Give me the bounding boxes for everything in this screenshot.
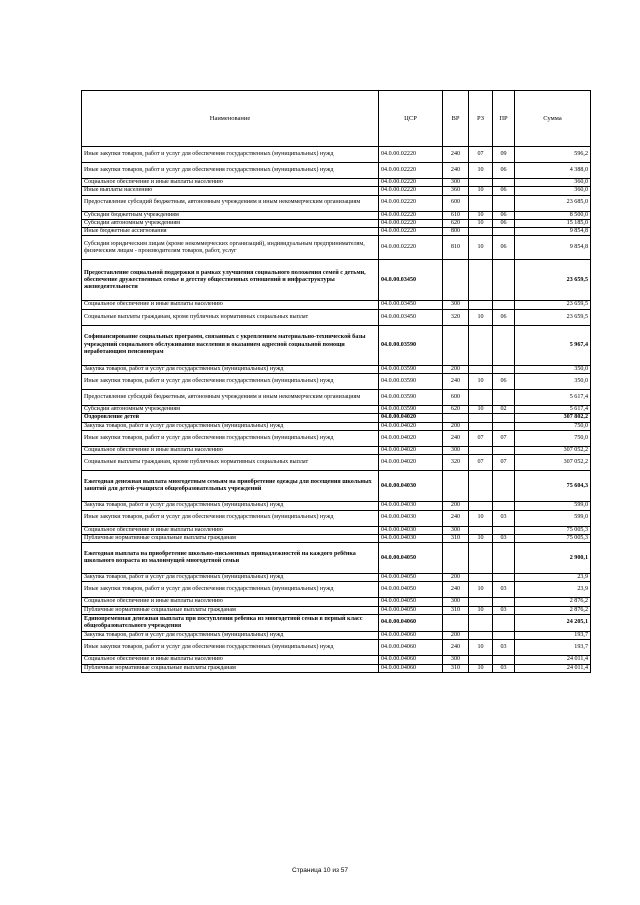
table-row bbox=[82, 664, 591, 672]
row-sum-cell: 360,0 bbox=[515, 187, 591, 195]
row-name-cell: Софинансирование социальных программ, связанных с укреплением материально-технической базы учреждений социального обслуживания населения и оказанием адресной социальной помощи неработающим пенсионерам bbox=[82, 325, 379, 365]
row-name-cell: Публичные нормативные социальные выплаты гражданам bbox=[82, 606, 379, 614]
table-row bbox=[82, 510, 591, 526]
row-csr-cell: 04.0.00.02220 bbox=[379, 228, 443, 236]
row-sum-cell: 23 659,5 bbox=[515, 260, 591, 301]
row-name-cell: Иные закупки товаров, работ и услуг для обеспечения государственных (муниципальных) нужд bbox=[82, 374, 379, 390]
row-sum-cell: 193,7 bbox=[515, 640, 591, 656]
row-vr-cell bbox=[443, 543, 469, 574]
row-sum-cell: 750,0 bbox=[515, 422, 591, 430]
row-name-cell: Предоставление субсидий бюджетным, автономным учреждениям и иным некоммерческим организациям bbox=[82, 195, 379, 211]
table-row bbox=[82, 406, 591, 414]
row-name-cell: Иные закупки товаров, работ и услуг для обеспечения государственных (муниципальных) нужд bbox=[82, 510, 379, 526]
row-sum-cell: 75 005,3 bbox=[515, 526, 591, 534]
row-rz-cell: 10 bbox=[469, 510, 493, 526]
row-vr-cell: 300 bbox=[443, 301, 469, 309]
row-pr-cell: 03 bbox=[493, 640, 515, 656]
row-sum-cell: 599,0 bbox=[515, 510, 591, 526]
row-pr-cell: 06 bbox=[493, 211, 515, 219]
row-csr-cell: 04.0.00.04050 bbox=[379, 543, 443, 574]
table-row bbox=[82, 309, 591, 325]
row-rz-cell: 10 bbox=[469, 534, 493, 542]
row-vr-cell: 600 bbox=[443, 390, 469, 406]
row-sum-cell: 75 604,3 bbox=[515, 471, 591, 502]
row-name-cell: Публичные нормативные социальные выплаты гражданам bbox=[82, 664, 379, 672]
table-row bbox=[82, 228, 591, 236]
row-rz-cell bbox=[469, 446, 493, 454]
row-pr-cell: 06 bbox=[493, 374, 515, 390]
row-rz-cell: 10 bbox=[469, 374, 493, 390]
table-row bbox=[82, 414, 591, 422]
row-rz-cell bbox=[469, 179, 493, 187]
header-rz: РЗ bbox=[469, 91, 493, 147]
header-sum: Сумма bbox=[515, 91, 591, 147]
row-pr-cell: 06 bbox=[493, 219, 515, 227]
row-csr-cell: 04.0.00.04020 bbox=[379, 446, 443, 454]
row-sum-cell: 750,0 bbox=[515, 430, 591, 446]
row-pr-cell bbox=[493, 502, 515, 510]
row-pr-cell: 07 bbox=[493, 455, 515, 471]
table-header-row bbox=[82, 91, 591, 147]
row-csr-cell: 04.0.00.04020 bbox=[379, 414, 443, 422]
row-name-cell: Единовременная денежная выплата при поступлении ребенка из многодетной семьи в первый класс общеобразовательного учреждения bbox=[82, 615, 379, 632]
row-rz-cell: 10 bbox=[469, 163, 493, 179]
table-row bbox=[82, 640, 591, 656]
header-name: Наименование bbox=[82, 91, 379, 147]
row-sum-cell: 24 011,4 bbox=[515, 656, 591, 664]
row-csr-cell: 04.0.00.04020 bbox=[379, 422, 443, 430]
row-csr-cell: 04.0.00.04050 bbox=[379, 598, 443, 606]
row-rz-cell bbox=[469, 195, 493, 211]
row-rz-cell bbox=[469, 656, 493, 664]
row-sum-cell: 596,2 bbox=[515, 147, 591, 163]
row-rz-cell bbox=[469, 325, 493, 365]
row-name-cell: Иные закупки товаров, работ и услуг для обеспечения государственных (муниципальных) нужд bbox=[82, 163, 379, 179]
row-name-cell: Социальное обеспечение и иные выплаты населению bbox=[82, 526, 379, 534]
row-vr-cell: 360 bbox=[443, 187, 469, 195]
row-pr-cell: 06 bbox=[493, 163, 515, 179]
row-pr-cell bbox=[493, 471, 515, 502]
table-row bbox=[82, 606, 591, 614]
row-sum-cell: 5 617,4 bbox=[515, 390, 591, 406]
row-sum-cell: 307 052,2 bbox=[515, 455, 591, 471]
row-csr-cell: 04.0.00.04060 bbox=[379, 615, 443, 632]
row-pr-cell bbox=[493, 301, 515, 309]
row-vr-cell: 240 bbox=[443, 163, 469, 179]
header-csr: ЦСР bbox=[379, 91, 443, 147]
row-sum-cell: 24 011,4 bbox=[515, 664, 591, 672]
table-row bbox=[82, 502, 591, 510]
row-vr-cell: 300 bbox=[443, 446, 469, 454]
row-name-cell: Предоставление социальной поддержки в рамках улучшения социального положения семей с детьми, обеспечение дружественных семье и детству общественных отношений и инфраструктуры жизнедеятельности bbox=[82, 260, 379, 301]
row-sum-cell: 23,9 bbox=[515, 582, 591, 598]
row-sum-cell: 307 052,2 bbox=[515, 446, 591, 454]
row-name-cell: Социальное обеспечение и иные выплаты населению bbox=[82, 656, 379, 664]
row-csr-cell: 04.0.00.04050 bbox=[379, 582, 443, 598]
row-csr-cell: 04.0.00.04030 bbox=[379, 526, 443, 534]
table-row bbox=[82, 179, 591, 187]
row-csr-cell: 04.0.00.04050 bbox=[379, 606, 443, 614]
row-name-cell: Социальное обеспечение и иные выплаты населению bbox=[82, 301, 379, 309]
row-vr-cell: 240 bbox=[443, 430, 469, 446]
row-pr-cell bbox=[493, 325, 515, 365]
row-sum-cell: 8 500,0 bbox=[515, 211, 591, 219]
row-vr-cell: 300 bbox=[443, 656, 469, 664]
page-number: Страница 10 из 57 bbox=[292, 867, 348, 874]
row-vr-cell: 600 bbox=[443, 195, 469, 211]
row-vr-cell: 200 bbox=[443, 365, 469, 373]
row-pr-cell bbox=[493, 598, 515, 606]
row-sum-cell: 9 854,8 bbox=[515, 228, 591, 236]
row-rz-cell: 10 bbox=[469, 606, 493, 614]
row-pr-cell: 03 bbox=[493, 582, 515, 598]
row-name-cell: Закупка товаров, работ и услуг для государственных (муниципальных) нужд bbox=[82, 574, 379, 582]
table-row bbox=[82, 430, 591, 446]
row-name-cell: Субсидии автономным учреждениям bbox=[82, 406, 379, 414]
row-sum-cell: 23 659,5 bbox=[515, 301, 591, 309]
row-csr-cell: 04.0.00.03590 bbox=[379, 406, 443, 414]
row-vr-cell: 240 bbox=[443, 147, 469, 163]
row-name-cell: Публичные нормативные социальные выплаты гражданам bbox=[82, 534, 379, 542]
row-rz-cell bbox=[469, 598, 493, 606]
table-row bbox=[82, 543, 591, 574]
row-csr-cell: 04.0.00.04020 bbox=[379, 455, 443, 471]
table-row bbox=[82, 534, 591, 542]
row-pr-cell bbox=[493, 574, 515, 582]
row-vr-cell: 300 bbox=[443, 598, 469, 606]
row-rz-cell bbox=[469, 422, 493, 430]
table-row bbox=[82, 325, 591, 365]
row-sum-cell: 24 205,1 bbox=[515, 615, 591, 632]
row-vr-cell: 200 bbox=[443, 574, 469, 582]
row-name-cell: Иные закупки товаров, работ и услуг для обеспечения государственных (муниципальных) нужд bbox=[82, 640, 379, 656]
header-pr: ПР bbox=[493, 91, 515, 147]
row-csr-cell: 04.0.00.04060 bbox=[379, 632, 443, 640]
row-csr-cell: 04.0.00.02220 bbox=[379, 163, 443, 179]
row-sum-cell: 2 900,1 bbox=[515, 543, 591, 574]
row-csr-cell: 04.0.00.03590 bbox=[379, 365, 443, 373]
table-row bbox=[82, 163, 591, 179]
table-row bbox=[82, 471, 591, 502]
table-row bbox=[82, 195, 591, 211]
row-pr-cell bbox=[493, 228, 515, 236]
row-vr-cell: 200 bbox=[443, 422, 469, 430]
row-name-cell: Иные закупки товаров, работ и услуг для обеспечения государственных (муниципальных) нужд bbox=[82, 582, 379, 598]
row-pr-cell bbox=[493, 179, 515, 187]
row-pr-cell bbox=[493, 656, 515, 664]
row-vr-cell: 240 bbox=[443, 374, 469, 390]
row-csr-cell: 04.0.00.02220 bbox=[379, 236, 443, 260]
row-vr-cell bbox=[443, 471, 469, 502]
row-pr-cell bbox=[493, 365, 515, 373]
table-row bbox=[82, 582, 591, 598]
row-name-cell: Социальное обеспечение и иные выплаты населению bbox=[82, 446, 379, 454]
row-rz-cell bbox=[469, 526, 493, 534]
row-rz-cell: 10 bbox=[469, 236, 493, 260]
row-pr-cell: 09 bbox=[493, 147, 515, 163]
row-rz-cell: 10 bbox=[469, 406, 493, 414]
table-row bbox=[82, 615, 591, 632]
row-csr-cell: 04.0.00.02220 bbox=[379, 195, 443, 211]
row-sum-cell: 23 659,5 bbox=[515, 309, 591, 325]
table-row bbox=[82, 656, 591, 664]
row-vr-cell: 200 bbox=[443, 632, 469, 640]
table-row bbox=[82, 260, 591, 301]
row-sum-cell: 599,0 bbox=[515, 502, 591, 510]
row-rz-cell: 07 bbox=[469, 455, 493, 471]
row-sum-cell: 23 685,0 bbox=[515, 195, 591, 211]
row-name-cell: Субсидии бюджетным учреждениям bbox=[82, 211, 379, 219]
row-csr-cell: 04.0.00.02220 bbox=[379, 219, 443, 227]
row-vr-cell: 620 bbox=[443, 219, 469, 227]
row-vr-cell: 800 bbox=[443, 228, 469, 236]
row-name-cell: Социальное обеспечение и иные выплаты населению bbox=[82, 598, 379, 606]
row-vr-cell bbox=[443, 615, 469, 632]
row-sum-cell: 193,7 bbox=[515, 632, 591, 640]
row-pr-cell: 06 bbox=[493, 236, 515, 260]
row-csr-cell: 04.0.00.02220 bbox=[379, 179, 443, 187]
row-csr-cell: 04.0.00.04020 bbox=[379, 430, 443, 446]
row-rz-cell bbox=[469, 260, 493, 301]
row-pr-cell: 03 bbox=[493, 606, 515, 614]
row-csr-cell: 04.0.00.03590 bbox=[379, 374, 443, 390]
row-rz-cell: 10 bbox=[469, 582, 493, 598]
row-sum-cell: 23,9 bbox=[515, 574, 591, 582]
row-rz-cell bbox=[469, 365, 493, 373]
row-pr-cell: 06 bbox=[493, 187, 515, 195]
row-rz-cell: 10 bbox=[469, 640, 493, 656]
row-name-cell: Закупка товаров, работ и услуг для государственных (муниципальных) нужд bbox=[82, 632, 379, 640]
row-pr-cell bbox=[493, 526, 515, 534]
row-csr-cell: 04.0.00.04030 bbox=[379, 510, 443, 526]
row-name-cell: Иные закупки товаров, работ и услуг для обеспечения государственных (муниципальных) нужд bbox=[82, 147, 379, 163]
row-pr-cell: 02 bbox=[493, 406, 515, 414]
table-row bbox=[82, 236, 591, 260]
row-sum-cell: 350,0 bbox=[515, 365, 591, 373]
row-pr-cell bbox=[493, 632, 515, 640]
row-csr-cell: 04.0.00.03450 bbox=[379, 301, 443, 309]
row-vr-cell: 240 bbox=[443, 510, 469, 526]
row-rz-cell bbox=[469, 471, 493, 502]
row-csr-cell: 04.0.00.04060 bbox=[379, 640, 443, 656]
row-vr-cell: 300 bbox=[443, 179, 469, 187]
row-sum-cell: 5 617,4 bbox=[515, 406, 591, 414]
row-csr-cell: 04.0.00.04030 bbox=[379, 471, 443, 502]
row-csr-cell: 04.0.00.04030 bbox=[379, 534, 443, 542]
table-row bbox=[82, 390, 591, 406]
row-name-cell: Закупка товаров, работ и услуг для государственных (муниципальных) нужд bbox=[82, 502, 379, 510]
row-rz-cell bbox=[469, 615, 493, 632]
row-sum-cell: 5 967,4 bbox=[515, 325, 591, 365]
row-rz-cell bbox=[469, 390, 493, 406]
row-rz-cell bbox=[469, 543, 493, 574]
table-row bbox=[82, 598, 591, 606]
table-row bbox=[82, 574, 591, 582]
row-sum-cell: 350,0 bbox=[515, 374, 591, 390]
row-pr-cell: 03 bbox=[493, 664, 515, 672]
row-name-cell: Предоставление субсидий бюджетным, автономным учреждениям и иным некоммерческим организациям bbox=[82, 390, 379, 406]
row-sum-cell: 9 854,8 bbox=[515, 236, 591, 260]
row-rz-cell bbox=[469, 632, 493, 640]
row-csr-cell: 04.0.00.02220 bbox=[379, 147, 443, 163]
row-csr-cell: 04.0.00.04030 bbox=[379, 502, 443, 510]
row-vr-cell: 610 bbox=[443, 211, 469, 219]
row-sum-cell: 2 876,2 bbox=[515, 606, 591, 614]
row-pr-cell bbox=[493, 260, 515, 301]
row-sum-cell: 4 388,0 bbox=[515, 163, 591, 179]
row-rz-cell: 10 bbox=[469, 309, 493, 325]
row-vr-cell: 310 bbox=[443, 606, 469, 614]
row-csr-cell: 04.0.00.02220 bbox=[379, 187, 443, 195]
row-pr-cell: 03 bbox=[493, 510, 515, 526]
table-row bbox=[82, 374, 591, 390]
row-csr-cell: 04.0.00.03590 bbox=[379, 325, 443, 365]
row-pr-cell bbox=[493, 446, 515, 454]
table-row bbox=[82, 187, 591, 195]
row-csr-cell: 04.0.00.04060 bbox=[379, 656, 443, 664]
row-pr-cell bbox=[493, 390, 515, 406]
row-vr-cell: 240 bbox=[443, 582, 469, 598]
row-rz-cell bbox=[469, 574, 493, 582]
row-rz-cell bbox=[469, 414, 493, 422]
row-rz-cell: 07 bbox=[469, 430, 493, 446]
row-rz-cell: 10 bbox=[469, 219, 493, 227]
row-name-cell: Закупка товаров, работ и услуг для государственных (муниципальных) нужд bbox=[82, 365, 379, 373]
row-csr-cell: 04.0.00.03590 bbox=[379, 390, 443, 406]
row-pr-cell: 07 bbox=[493, 430, 515, 446]
row-rz-cell: 10 bbox=[469, 211, 493, 219]
row-csr-cell: 04.0.00.03450 bbox=[379, 309, 443, 325]
row-vr-cell: 300 bbox=[443, 526, 469, 534]
row-pr-cell bbox=[493, 195, 515, 211]
row-pr-cell bbox=[493, 414, 515, 422]
row-vr-cell: 620 bbox=[443, 406, 469, 414]
row-name-cell: Субсидии юридическим лицам (кроме некоммерческих организаций), индивидуальным предпринимателям, физическим лицам - производителям товаров, работ, услуг bbox=[82, 236, 379, 260]
row-pr-cell bbox=[493, 422, 515, 430]
row-pr-cell: 03 bbox=[493, 534, 515, 542]
row-name-cell: Ежегодная денежная выплата многодетным семьям на приобретение одежды для посещения школьных занятий для детей-учащихся общеобразовательных учреждений bbox=[82, 471, 379, 502]
table-row bbox=[82, 526, 591, 534]
row-name-cell: Иные закупки товаров, работ и услуг для обеспечения государственных (муниципальных) нужд bbox=[82, 430, 379, 446]
header-vr: ВР bbox=[443, 91, 469, 147]
row-rz-cell bbox=[469, 301, 493, 309]
row-vr-cell: 320 bbox=[443, 309, 469, 325]
table-row bbox=[82, 365, 591, 373]
row-name-cell: Оздоровление детей bbox=[82, 414, 379, 422]
table-row bbox=[82, 147, 591, 163]
budget-table bbox=[81, 90, 591, 673]
row-vr-cell: 310 bbox=[443, 534, 469, 542]
row-vr-cell: 320 bbox=[443, 455, 469, 471]
row-sum-cell: 15 185,0 bbox=[515, 219, 591, 227]
row-name-cell: Ежегодная выплата на приобретение школьно-письменных принадлежностей на каждого ребёнка школьного возраста из малоимущей многодетной семьи bbox=[82, 543, 379, 574]
row-sum-cell: 75 005,3 bbox=[515, 534, 591, 542]
row-vr-cell: 310 bbox=[443, 664, 469, 672]
table-row bbox=[82, 219, 591, 227]
table-row bbox=[82, 422, 591, 430]
row-sum-cell: 2 876,2 bbox=[515, 598, 591, 606]
row-rz-cell bbox=[469, 502, 493, 510]
row-sum-cell: 360,0 bbox=[515, 179, 591, 187]
row-name-cell: Субсидии автономным учреждениям bbox=[82, 219, 379, 227]
row-name-cell: Иные выплаты населению bbox=[82, 187, 379, 195]
row-pr-cell: 06 bbox=[493, 309, 515, 325]
row-rz-cell bbox=[469, 228, 493, 236]
table-body bbox=[82, 147, 591, 673]
row-name-cell: Закупка товаров, работ и услуг для государственных (муниципальных) нужд bbox=[82, 422, 379, 430]
row-vr-cell bbox=[443, 260, 469, 301]
row-sum-cell: 307 802,2 bbox=[515, 414, 591, 422]
row-name-cell: Социальные выплаты гражданам, кроме публичных нормативных социальных выплат bbox=[82, 455, 379, 471]
row-vr-cell: 200 bbox=[443, 502, 469, 510]
row-name-cell: Социальное обеспечение и иные выплаты населению bbox=[82, 179, 379, 187]
table-row bbox=[82, 455, 591, 471]
table-row bbox=[82, 211, 591, 219]
table-row bbox=[82, 446, 591, 454]
table-row bbox=[82, 632, 591, 640]
row-name-cell: Социальные выплаты гражданам, кроме публичных нормативных социальных выплат bbox=[82, 309, 379, 325]
row-vr-cell bbox=[443, 414, 469, 422]
row-rz-cell: 10 bbox=[469, 664, 493, 672]
row-name-cell: Иные бюджетные ассигнования bbox=[82, 228, 379, 236]
row-csr-cell: 04.0.00.02220 bbox=[379, 211, 443, 219]
row-rz-cell: 10 bbox=[469, 187, 493, 195]
row-pr-cell bbox=[493, 543, 515, 574]
row-csr-cell: 04.0.00.04060 bbox=[379, 664, 443, 672]
row-vr-cell: 810 bbox=[443, 236, 469, 260]
row-vr-cell: 240 bbox=[443, 640, 469, 656]
row-pr-cell bbox=[493, 615, 515, 632]
table-row bbox=[82, 301, 591, 309]
row-vr-cell bbox=[443, 325, 469, 365]
row-csr-cell: 04.0.00.04050 bbox=[379, 574, 443, 582]
row-csr-cell: 04.0.00.03450 bbox=[379, 260, 443, 301]
row-rz-cell: 07 bbox=[469, 147, 493, 163]
